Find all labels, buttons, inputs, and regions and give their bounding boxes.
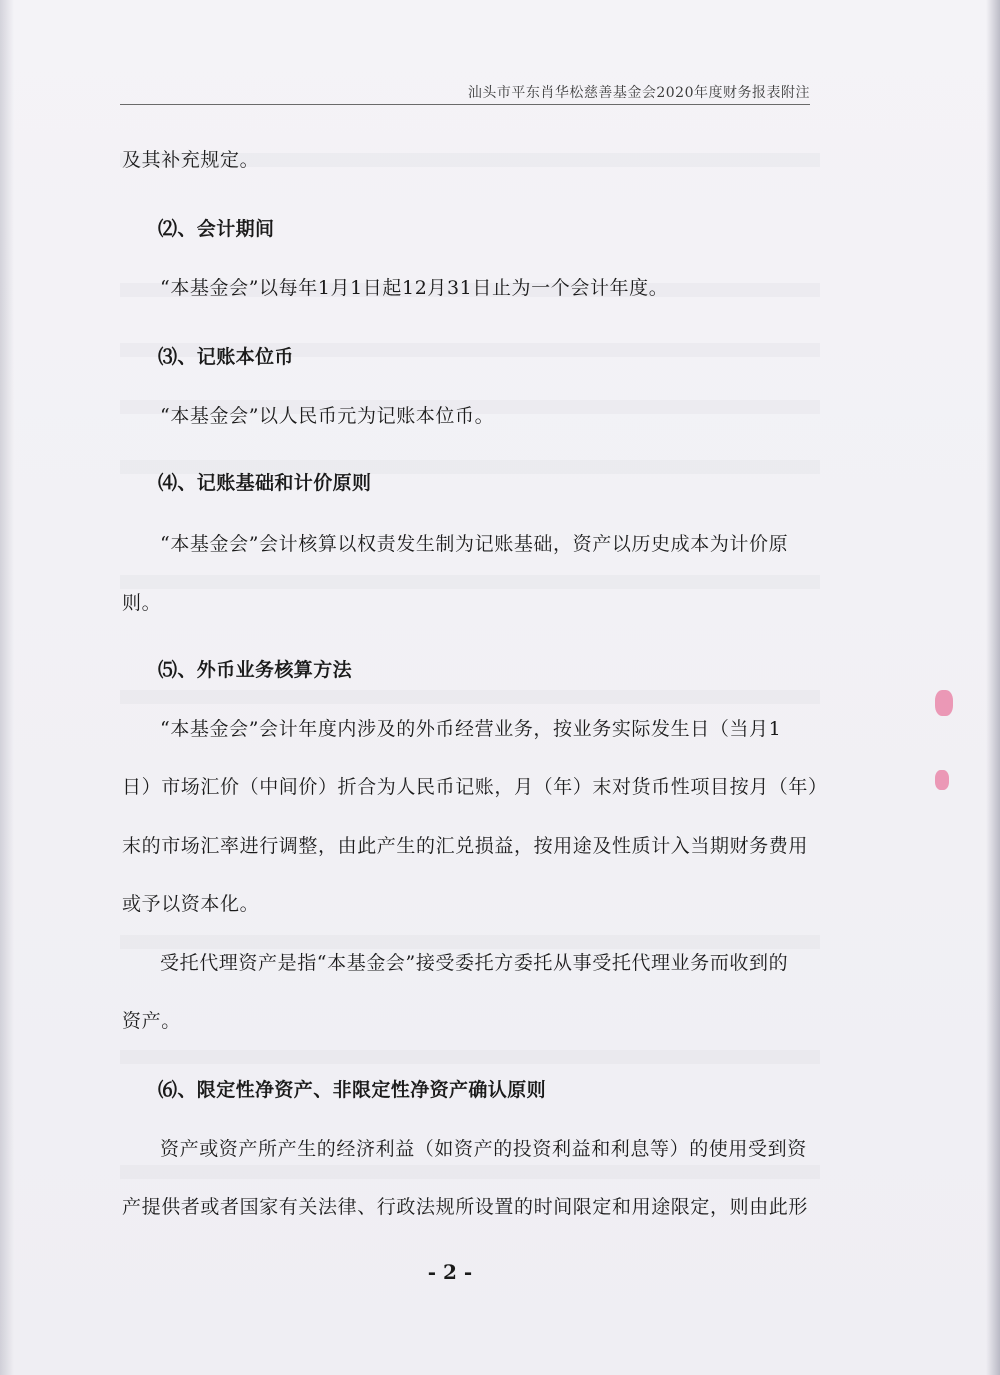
bleed-through: [120, 1050, 820, 1064]
body-line: 日）市场汇价（中间价）折合为人民币记账，月（年）末对货币性项目按月（年）: [122, 776, 828, 798]
section-heading-foreign-currency: ⑸、外币业务核算方法: [158, 659, 353, 681]
scan-edge-right: [986, 0, 1000, 1375]
section-heading-accounting-basis: ⑷、记账基础和计价原则: [158, 472, 372, 494]
bleed-through: [120, 935, 820, 949]
section-heading-net-assets: ⑹、限定性净资产、非限定性净资产确认原则: [158, 1079, 547, 1101]
body-line: 产提供者或者国家有关法律、行政法规所设置的时间限定和用途限定，则由此形: [122, 1196, 809, 1218]
body-line: 末的市场汇率进行调整，由此产生的汇兑损益，按用途及性质计入当期财务费用: [122, 835, 809, 857]
body-line: 或予以资本化。: [122, 893, 260, 915]
page-number: - 2 -: [427, 1260, 473, 1284]
body-line: 及其补充规定。: [122, 149, 260, 171]
header-rule: [120, 104, 810, 105]
body-line: “本基金会”会计核算以权责发生制为记账基础，资产以历史成本为计价原: [160, 533, 789, 555]
bleed-through: [120, 1165, 820, 1179]
scan-edge-left: [0, 0, 14, 1375]
body-line: 资产或资产所产生的经济利益（如资产的投资利益和利息等）的使用受到资: [160, 1138, 807, 1160]
bleed-through: [120, 690, 820, 704]
body-line: “本基金会”会计年度内涉及的外币经营业务，按业务实际发生日（当月1: [160, 718, 782, 740]
body-line: 则。: [122, 592, 162, 614]
stamp-fragment: [935, 770, 949, 790]
body-line: “本基金会”以人民币元为记账本位币。: [160, 405, 495, 427]
bleed-through: [120, 575, 820, 589]
document-header: 汕头市平东肖华松慈善基金会2020年度财务报表附注: [467, 85, 810, 101]
stamp-fragment: [935, 690, 953, 716]
body-line: 资产。: [122, 1010, 181, 1032]
body-line: 受托代理资产是指“本基金会”接受委托方委托从事受托代理业务而收到的: [160, 952, 789, 974]
body-line: “本基金会”以每年1月1日起12月31日止为一个会计年度。: [160, 277, 669, 299]
section-heading-functional-currency: ⑶、记账本位币: [158, 346, 294, 368]
section-heading-accounting-period: ⑵、会计期间: [158, 218, 275, 240]
